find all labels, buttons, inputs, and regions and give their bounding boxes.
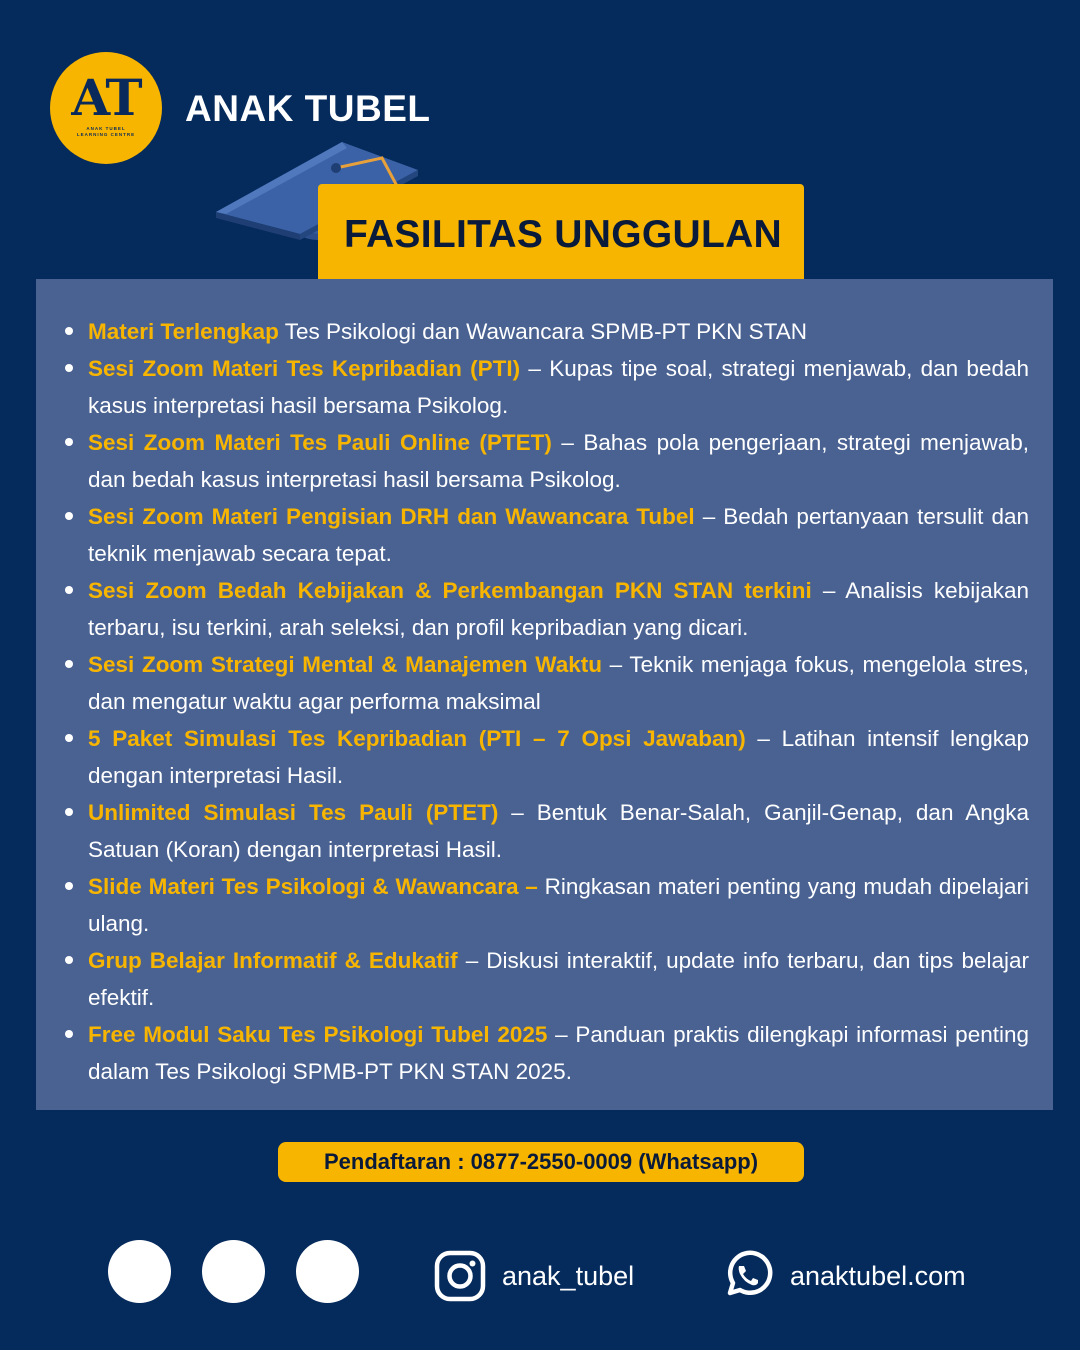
list-item: Unlimited Simulasi Tes Pauli (PTET) – Bentuk Benar-Salah, Ganjil-Genap, dan Angka Satuan (Koran) dengan interpretasi Hasil. bbox=[88, 794, 1029, 868]
brand-name: ANAK TUBEL bbox=[185, 88, 431, 129]
whatsapp-icon bbox=[720, 1249, 774, 1303]
list-item: Sesi Zoom Bedah Kebijakan & Perkembangan PKN STAN terkini – Analisis kebijakan terbaru, isu terkini, arah seleksi, dan profil kepribadian yang dicari. bbox=[88, 572, 1029, 646]
list-item: Free Modul Saku Tes Psikologi Tubel 2025 – Panduan praktis dilengkapi informasi penting dalam Tes Psikologi SPMB-PT PKN STAN 2025. bbox=[88, 1016, 1029, 1090]
logo-tagline: ANAK TUBEL LEARNING CENTRE bbox=[76, 125, 136, 137]
instagram-link[interactable] bbox=[434, 1250, 634, 1302]
list-item: Slide Materi Tes Psikologi & Wawancara – Ringkasan materi penting yang mudah dipelajari ulang. bbox=[88, 868, 1029, 942]
list-item: Sesi Zoom Materi Pengisian DRH dan Wawancara Tubel – Bedah pertanyaan tersulit dan teknik menjawab secara tepat. bbox=[88, 498, 1029, 572]
list-item: Materi Terlengkap Tes Psikologi dan Wawancara SPMB-PT PKN STAN bbox=[88, 313, 1029, 350]
registration-text: Pendaftaran : 0877-2550-0009 (Whatsapp) bbox=[323, 1149, 759, 1174]
list-item: Grup Belajar Informatif & Edukatif – Diskusi interaktif, update info terbaru, dan tips belajar efektif. bbox=[88, 942, 1029, 1016]
list-item: Sesi Zoom Materi Tes Kepribadian (PTI) – Kupas tipe soal, strategi menjawab, dan bedah kasus interpretasi hasil bersama Psikolog. bbox=[88, 350, 1029, 424]
website-url: anaktubel.com bbox=[790, 1260, 966, 1291]
website-link[interactable] bbox=[720, 1250, 966, 1302]
decorative-dot bbox=[108, 1240, 171, 1303]
logo-letters: AT bbox=[71, 67, 141, 127]
instagram-icon bbox=[434, 1250, 486, 1302]
list-item: Sesi Zoom Materi Tes Pauli Online (PTET) – Bahas pola pengerjaan, strategi menjawab, dan bedah kasus interpretasi hasil bersama Psikolog. bbox=[88, 424, 1029, 498]
title-banner bbox=[318, 184, 804, 286]
decorative-dot bbox=[202, 1240, 265, 1303]
facilities-list bbox=[88, 313, 1029, 1090]
facilities-panel bbox=[36, 279, 1053, 1110]
list-item: 5 Paket Simulasi Tes Kepribadian (PTI – 7 Opsi Jawaban) – Latihan intensif lengkap dengan interpretasi Hasil. bbox=[88, 720, 1029, 794]
decorative-dot bbox=[296, 1240, 359, 1303]
page-title: FASILITAS UNGGULAN bbox=[344, 213, 782, 256]
logo bbox=[50, 52, 162, 164]
registration-badge bbox=[278, 1142, 804, 1182]
instagram-handle: anak_tubel bbox=[502, 1260, 635, 1291]
list-item: Sesi Zoom Strategi Mental & Manajemen Waktu – Teknik menjaga fokus, mengelola stres, dan mengatur waktu agar performa maksimal bbox=[88, 646, 1029, 720]
